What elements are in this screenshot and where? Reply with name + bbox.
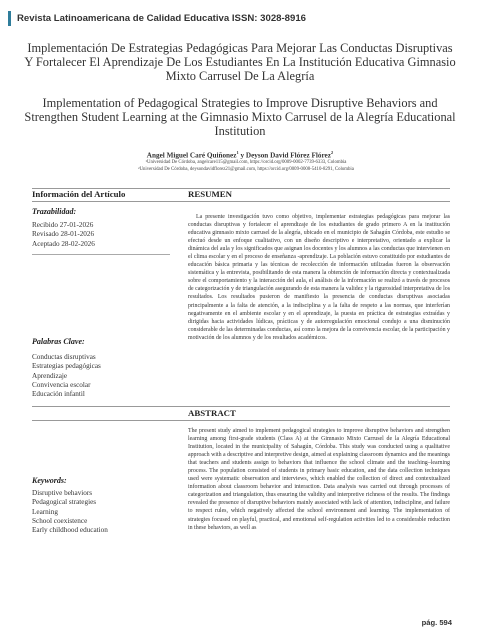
title-english: Implementation of Pedagogical Strategies to Improve Disruptive Behaviors and Strengthen Student Learning at the Gimnasio Mixto Carrusel de la Alegría Educational Institution <box>24 96 456 139</box>
author-1-sup: 1 <box>236 150 239 155</box>
title-spanish: Implementación De Estrategias Pedagógicas Para Mejorar Las Conductas Disruptivas Y Fortalecer El Aprendizaje De Los Estudiantes En La Institución Educativa Gimnasio Mixto Carrusel De La Alegría <box>24 41 456 84</box>
palabra-clave-item: Educación infantil <box>32 390 85 399</box>
affiliation-2: ²Universidad De Córdoba, deysondavidflorez21@gmail.com, https://orcid.org/0009-0008-5410-8291, Colombia <box>138 166 354 172</box>
keywords-heading: Keywords: <box>32 476 67 485</box>
affiliations <box>36 160 456 173</box>
page-number: pág. 594 <box>421 618 452 627</box>
author-1: Angel Miguel Caré Quiñonez <box>146 151 237 160</box>
palabras-clave-heading: Palabras Clave: <box>32 337 85 346</box>
palabra-clave-item: Convivencia escolar <box>32 380 91 389</box>
keyword-item: Pedagogical strategies <box>32 498 97 507</box>
keyword-item: School coexistence <box>32 516 88 525</box>
abstract-divider <box>32 406 450 407</box>
journal-header <box>8 9 472 28</box>
abstract-paragraph: The present study aimed to implement pedagogical strategies to improve disruptive behaviors and strengthen learning among first-grade students (Class A) at the Gimnasio Mixto Carrusel de la Alegría Educational Institution, located in the municipality of Sahagún, Córdoba. This study was conducted using a qualitative approach with a descriptive and interpretive design, aimed at explaining classroom dynamics and the meanings that teachers and students assign to behaviors that influence the school climate and the teaching–learning process. The population consisted of students in primary basic education, and the data collection techniques used were systematic observation and interviews, which enabled the collection of direct and contextualized information about classroom behavior and interaction. Data analysis was carried out through processes of categorization and triangulation, thus ensuring the validity and interpretive richness of the results. The findings revealed the presence of disruptive behaviors mainly associated with lack of attention, indiscipline, and failure to respect rules, which negatively affected the school environment and learning. The implementation of strategies focused on playful, practical, and emotional self-regulation activities led to a considerable reduction in these behaviors, as well as <box>188 428 450 531</box>
keyword-item: Learning <box>32 507 58 516</box>
resumen-body <box>188 213 450 342</box>
palabra-clave-item: Aprendizaje <box>32 371 68 380</box>
journal-issn: ISSN: 3028-8916 <box>231 13 307 24</box>
dates-divider <box>32 254 170 255</box>
date-received: Recibido 27-01-2026 <box>32 221 94 229</box>
date-accepted: Aceptado 28-02-2026 <box>32 239 95 248</box>
abstract-heading: ABSTRACT <box>188 408 236 418</box>
affiliation-1: ¹Universidad De Córdoba, angelcare115@gmail.com, https://orcid.org/0009-0002-7739-6333, Colombia <box>145 160 347 165</box>
palabra-clave-item: Estrategias pedagógicas <box>32 362 101 371</box>
heading-divider <box>32 201 450 202</box>
palabras-clave-list <box>32 353 101 399</box>
abstract-body <box>188 427 450 532</box>
journal-title: Revista Latinoamericana de Calidad Educativa <box>17 13 230 24</box>
palabra-clave-item: Conductas disruptivas <box>32 353 96 361</box>
resumen-heading: RESUMEN <box>188 189 232 199</box>
resumen-paragraph: La presente investigación tuvo como objetivo, implementar estrategias pedagógicas para mejorar las conductas disruptivas y fortalecer el aprendizaje de los estudiantes de grado primero A en la institución educativa gimnasio mixto carrusel de la alegría, ubicado en el municipio de Sahagún Córdoba, este estudio se efectuó desde un enfoque cualitativo, con un diseño descriptivo e interpretativo, orientado a explicar la dinámica del aula y los significados que asignan los docentes y los alumnos a las conductas que intervienen en el clima escolar y en el proceso de enseñanza -aprendizaje. La población estuvo constituido por estudiantes de educación básica primaria y las técnicas de recolección de información utilizadas fueron la observación sistemática y la entrevista, posibilitando de esta manera la obtención de información directa y contextualizada sobre el comportamiento y la interacción del aula, el análisis de la información se realizó a través de procesos de categorización y de triangulación asegurando de esta manera la validez y la rigurosidad interpretativa de los resultados. Los resultados pusieron de manifiesto la presencia de conductas disruptivas asociadas principalmente a la falta de atención, a la indisciplina y a la falta de respeto a las normas, que interferían negativamente en el ambiente escolar y en el aprendizaje, la puesta en práctica de estrategias extraídas y dirigidas hacia actividades lúdicas, prácticas y de autorregulación emocional condujo a una disminución considerable de las determinadas conductas, así como la mejora de la convivencia escolar, de la participación y motivación de los alumnos y de los resultados académicos. <box>188 214 450 341</box>
author-2-sup: 2 <box>330 150 334 155</box>
article-info-heading: Información del Artículo <box>32 189 126 199</box>
author-joiner: y <box>238 151 246 160</box>
dates-list <box>32 221 95 249</box>
journal-name <box>17 13 306 24</box>
header-accent-bar <box>8 11 11 26</box>
abstract-heading-divider <box>32 420 450 421</box>
date-revised: Revisado 28-01-2026 <box>32 230 95 239</box>
keyword-item: Disruptive behaviors <box>32 489 93 497</box>
author-line <box>24 150 456 159</box>
author-2: Deyson David Flórez Flórez <box>245 151 331 160</box>
keyword-item: Early childhood education <box>32 526 108 535</box>
trazabilidad-heading: Trazabilidad: <box>32 207 77 216</box>
keywords-list <box>32 489 108 535</box>
